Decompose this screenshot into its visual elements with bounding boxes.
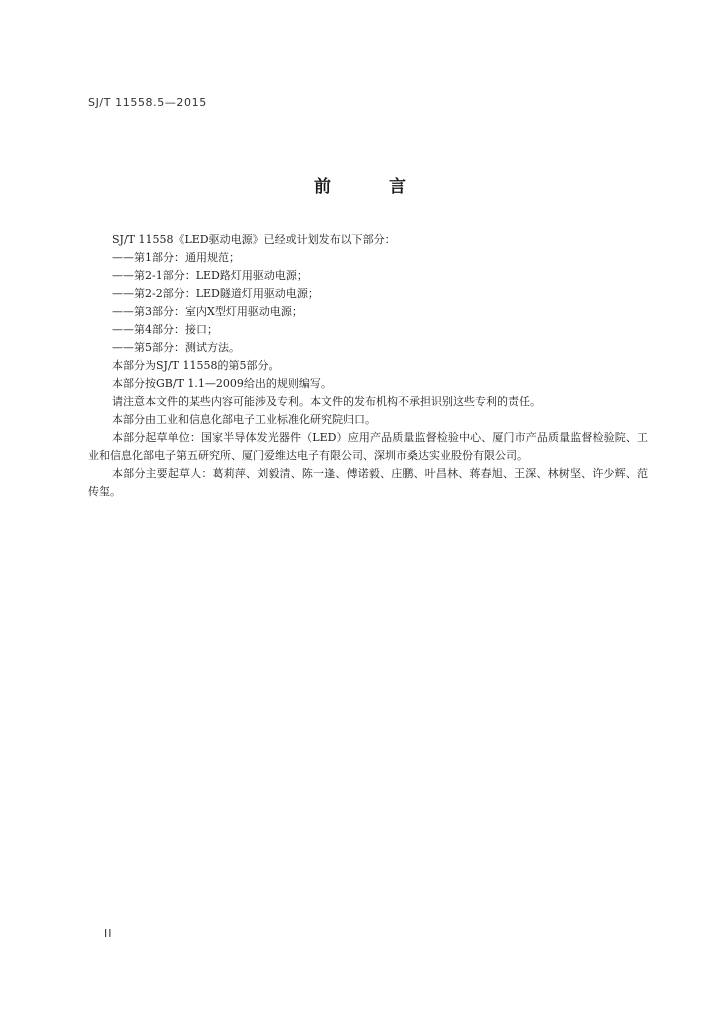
part-list-item: ——第1部分：通用规范；	[112, 251, 240, 264]
foreword-body	[88, 231, 648, 501]
page-title: 前 言	[314, 177, 432, 197]
part-list-item: ——第5部分：测试方法。	[112, 341, 240, 354]
part-list-item: ——第4部分：接口；	[112, 323, 218, 336]
patent-notice-paragraph: 请注意本文件的某些内容可能涉及专利。本文件的发布机构不承担识别这些专利的责任。	[112, 395, 541, 408]
standard-code: SJ/T 11558.5—2015	[88, 96, 207, 109]
paragraph: 本部分为SJ/T 11558的第5部分。	[112, 359, 280, 372]
intro-paragraph: SJ/T 11558《LED驱动电源》已经或计划发布以下部分：	[112, 233, 396, 246]
drafting-units-paragraph: 本部分起草单位：国家半导体发光器件（LED）应用产品质量监督检验中心、厦门市产品质量监督检验院、工业和信息化部电子第五研究所、厦门爱维达电子有限公司、深圳市桑达实业股份有限公司。	[88, 431, 648, 462]
part-list-item: ——第2-2部分：LED隧道灯用驱动电源；	[112, 287, 319, 300]
part-list-item: ——第3部分：室内X型灯用驱动电源；	[112, 305, 303, 318]
part-list-item: ——第2-1部分：LED路灯用驱动电源；	[112, 269, 308, 282]
drafters-paragraph: 本部分主要起草人：葛莉萍、刘毅清、陈一逢、傅诺毅、庄鹏、叶昌林、蒋春旭、王深、林树坚、许少辉、范传玺。	[88, 467, 648, 498]
page-number: II	[104, 927, 113, 940]
paragraph: 本部分按GB/T 1.1—2009给出的规则编写。	[112, 377, 332, 390]
paragraph: 本部分由工业和信息化部电子工业标准化研究院归口。	[112, 413, 376, 426]
